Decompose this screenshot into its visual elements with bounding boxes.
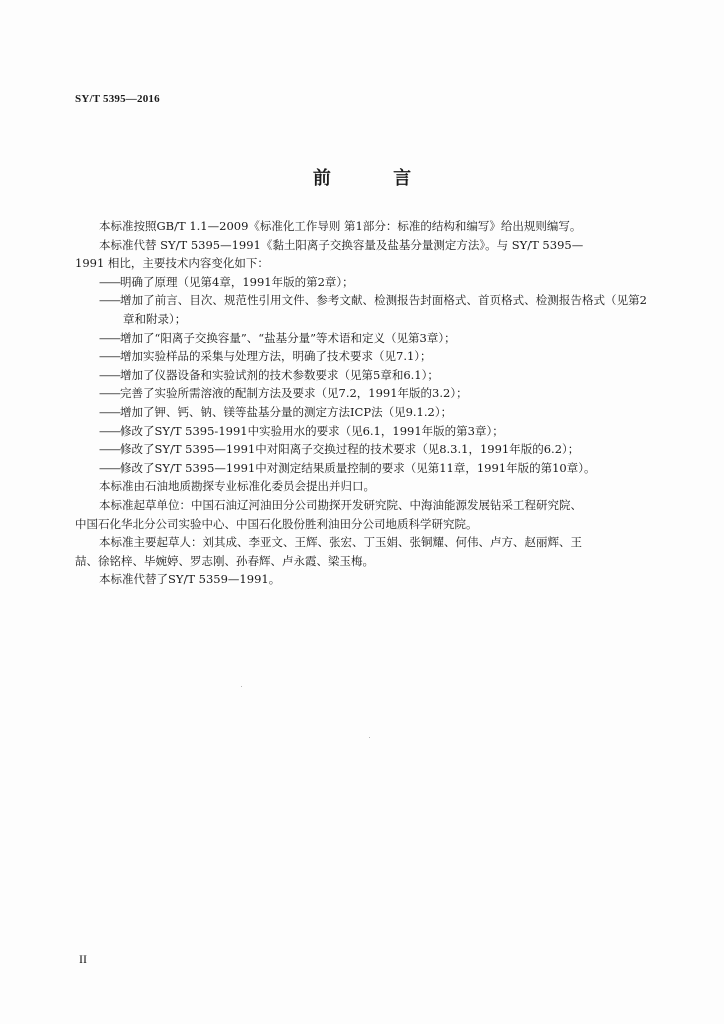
list-item: ——增加了“阳离子交换容量”、“盐基分量”等术语和定义（见第3章）； bbox=[99, 330, 456, 345]
list-item: ——修改了SY/T 5395—1991中对阳离子交换过程的技术要求（见8.3.1，1991年版的6.2）； bbox=[99, 442, 580, 457]
list-item: ——明确了原理（见第4章，1991年版的第2章）； bbox=[99, 274, 354, 289]
scan-speck bbox=[241, 686, 242, 687]
drafting-units-line1: 本标准起草单位：中国石油辽河油田分公司勘探开发研究院、中海油能源发展钻采工程研究院、 bbox=[99, 497, 582, 512]
list-item: ——增加实验样品的采集与处理方法，明确了技术要求（见7.1）； bbox=[99, 349, 432, 364]
page-number: II bbox=[79, 952, 87, 966]
list-item: ——完善了实验所需溶液的配制方法及要求（见7.2，1991年版的3.2）； bbox=[99, 386, 468, 401]
drafting-units-line2: 中国石化华北分公司实验中心、中国石化股份胜利油田分公司地质科学研究院。 bbox=[75, 516, 478, 531]
drafters-line1: 本标准主要起草人：刘其成、李亚文、王辉、张宏、丁玉娟、张铜耀、何伟、卢方、赵丽辉、王 bbox=[99, 535, 582, 550]
proposer-paragraph: 本标准由石油地质勘探专业标准化委员会提出并归口。 bbox=[99, 479, 375, 494]
drafters-line2: 喆、徐铭梓、毕婉婷、罗志刚、孙春辉、卢永霞、梁玉梅。 bbox=[75, 553, 374, 568]
foreword-body bbox=[75, 217, 647, 589]
document-code: SY/T 5395—2016 bbox=[75, 93, 160, 105]
drafting-rules-paragraph: 本标准按照GB/T 1.1—2009《标准化工作导则 第1部分：标准的结构和编写》给出规则编写。 bbox=[99, 219, 582, 233]
list-item: ——增加了仪器设备和实验试剂的技术参数要求（见第5章和6.1）； bbox=[99, 367, 439, 382]
list-item: ——修改了SY/T 5395-1991中实验用水的要求（见6.1，1991年版的第3章）； bbox=[99, 423, 504, 438]
list-item: ——修改了SY/T 5395—1991中对测定结果质量控制的要求（见第11章，1991年版的第10章）。 bbox=[99, 460, 596, 475]
changes-list bbox=[75, 273, 647, 478]
replacement-paragraph-line2: 1991 相比，主要技术内容变化如下： bbox=[75, 256, 269, 271]
replaces-paragraph: 本标准代替了SY/T 5359—1991。 bbox=[99, 572, 281, 587]
list-item: ——增加了前言、目次、规范性引用文件、参考文献、检测报告封面格式、首页格式、检测报告格式（见第2章和附录）； bbox=[99, 293, 647, 326]
scan-speck bbox=[369, 737, 370, 738]
replacement-paragraph-line1: 本标准代替 SY/T 5395—1991《黏土阳离子交换容量及盐基分量测定方法》。与 SY/T 5395— bbox=[99, 237, 584, 252]
list-item: ——增加了钾、钙、钠、镁等盐基分量的测定方法ICP法（见9.1.2）； bbox=[99, 404, 453, 419]
page-title: 前 言 bbox=[312, 168, 440, 189]
